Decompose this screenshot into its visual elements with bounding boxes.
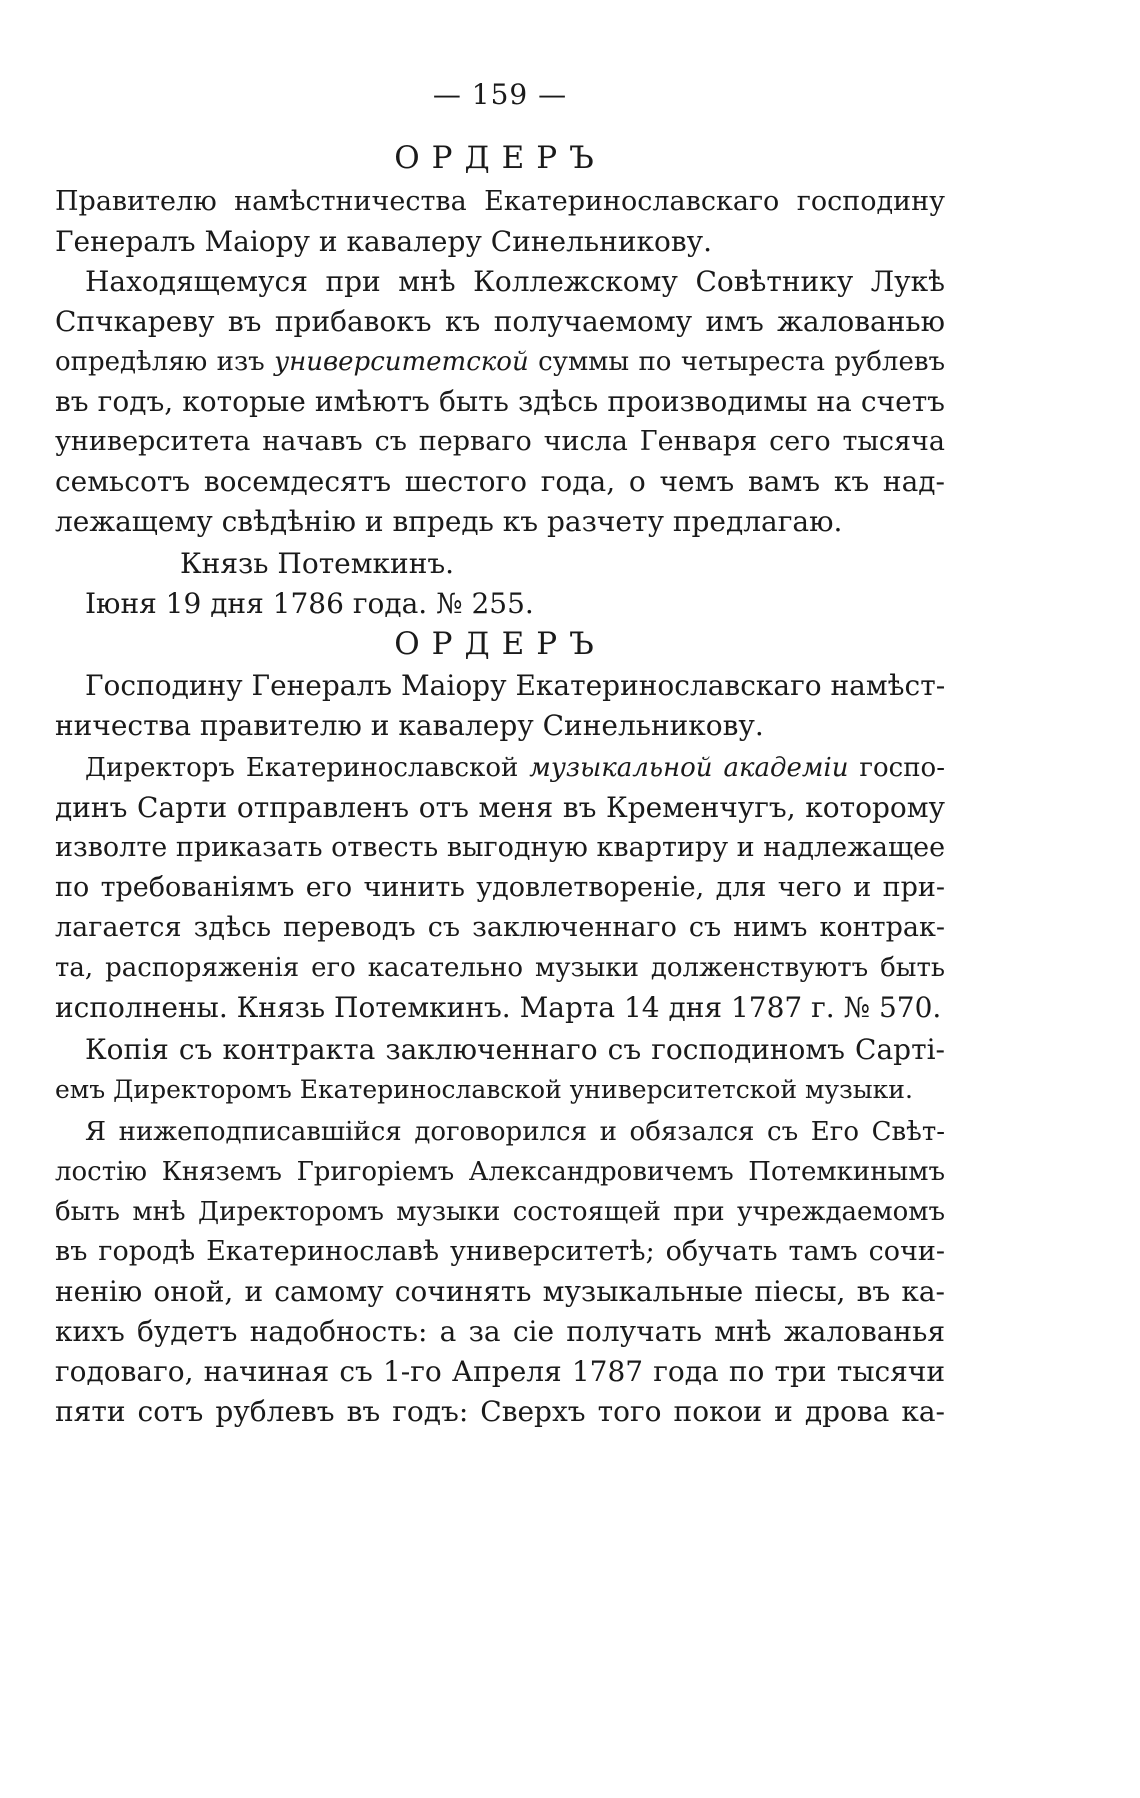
order-1-body-line: семьсотъ восемдесятъ шестого года, о чемъ вамъ къ над- — [55, 465, 945, 498]
page-number: — 159 — — [432, 78, 568, 111]
order-1-body-text: опредѣляю изъ — [55, 347, 265, 377]
copy-title-line: Копія съ контракта заключеннаго съ господиномъ Сартi- — [85, 1033, 945, 1066]
copy-title-line: емъ Директоромъ Екатеринославской университетской музыки. — [55, 1075, 913, 1104]
order-2-body-line: по требованіямъ его чинить удовлетвореніе, для чего и при- — [55, 872, 945, 903]
copy-body-line: въ городѣ Екатеринославѣ университетѣ; обучать тамъ сочи- — [55, 1236, 945, 1267]
order-1-body-line: Спчкареву въ прибавокъ къ получаемому имъ жалованью — [55, 305, 945, 338]
order-1-body-line-mixed — [55, 342, 945, 382]
order-2-body-line-mixed — [85, 748, 945, 788]
order-1-signature: Князь Потемкинъ. — [180, 547, 455, 580]
order-1-body-italic: университетской — [274, 347, 529, 377]
order-1-body-line: лежащему свѣдѣнію и впредь къ разчету предлагаю. — [55, 505, 843, 538]
order-2-body-line: та, распоряженія его касательно музыки долженствуютъ быть — [55, 953, 945, 983]
order-2-body-text: госпо- — [859, 753, 945, 783]
order-2-body-line: лагается здѣсь переводъ съ заключеннаго съ нимъ контрак- — [55, 912, 945, 943]
order-1-body-line: Находящемуся при мнѣ Коллежскому Совѣтнику Лукѣ — [85, 265, 945, 298]
copy-body-line: ненію оной, и самому сочинять музыкальные піесы, въ ка- — [55, 1275, 945, 1308]
order-1-body-line: въ годъ, которые имѣютъ быть здѣсь производимы на счетъ — [55, 385, 945, 418]
order-1-body-line: университета начавъ съ перваго числа Генваря сего тысяча — [55, 426, 945, 457]
order-2-address-line: ничества правителю и кавалеру Синельникову. — [55, 709, 764, 742]
order-2-body-line: изволте приказать отвесть выгодную квартиру и надлежащее — [55, 832, 946, 863]
copy-body-line: годоваго, начиная съ 1-го Апреля 1787 года по три тысячи — [55, 1355, 945, 1388]
order-2-address-line: Господину Генералъ Маіору Екатеринославскаго намѣст- — [85, 669, 946, 702]
order-2-body-italic: музыкальной академіи — [529, 753, 849, 783]
order-1-address-line: Генералъ Маіору и кавалеру Синельникову. — [55, 225, 712, 258]
order-1-date: Іюня 19 дня 1786 года. № 255. — [85, 587, 534, 620]
order-2-body-line: исполнены. Князь Потемкинъ. Марта 14 дня 1787 г. № 570. — [55, 991, 942, 1024]
copy-body-line: лостію Княземъ Григоріемъ Александровичемъ Потемкинымъ — [55, 1157, 945, 1187]
copy-body-line: быть мнѣ Директоромъ музыки состоящей при учреждаемомъ — [55, 1197, 945, 1227]
copy-body-line: Я нижеподписавшійся договорился и обязался съ Его Свѣт- — [85, 1117, 945, 1147]
order-1-address-line: Правителю намѣстничества Екатеринославскаго господину — [55, 186, 945, 217]
order-2-heading: ОРДЕРЪ — [394, 626, 606, 662]
order-1-body-text: суммы по четыреста рублевъ — [538, 347, 946, 377]
copy-body-line: кихъ будетъ надобность: а за сіе получать мнѣ жалованья — [55, 1315, 945, 1348]
order-2-body-line: динъ Сарти отправленъ отъ меня въ Кременчугъ, которому — [55, 791, 945, 824]
order-2-body-text: Директоръ Екатеринославской — [85, 753, 519, 783]
order-1-heading: ОРДЕРЪ — [394, 140, 606, 176]
copy-body-line: пяти сотъ рублевъ въ годъ: Сверхъ того покои и дрова ка- — [55, 1395, 945, 1428]
